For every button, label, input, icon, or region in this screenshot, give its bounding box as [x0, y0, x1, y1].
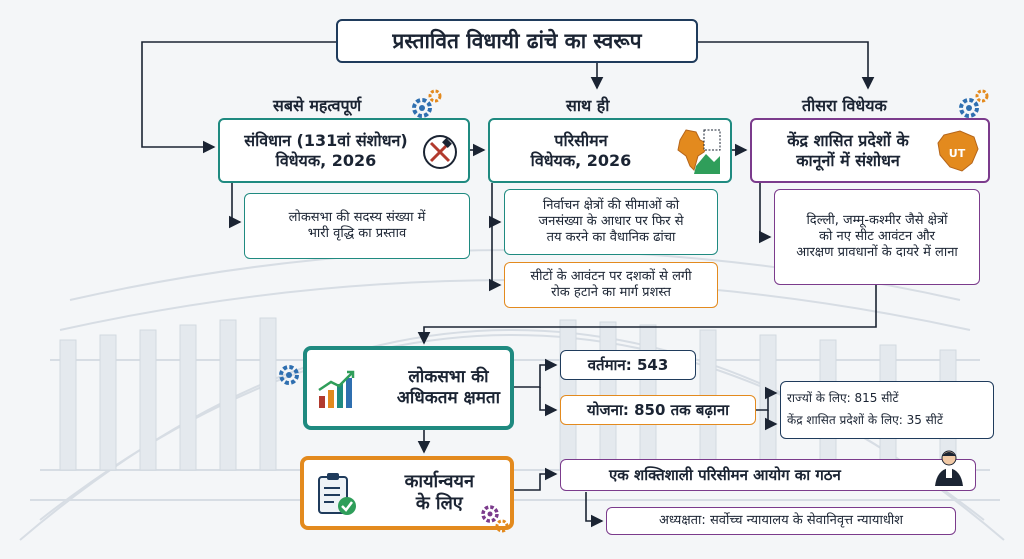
delimitation-commission-box	[560, 459, 976, 491]
middle-detail-line1: निर्वाचन क्षेत्रों की सीमाओं को	[542, 197, 680, 213]
ut-amendment-line2: कानूनों में संशोधन	[796, 150, 900, 170]
ut-seat-allocation-box	[774, 189, 980, 285]
ut-seats-text: केंद्र शासित प्रदेशों के लिए: 35 सीटें	[787, 413, 943, 427]
checklist-icon	[316, 472, 358, 518]
diagram-title-text: प्रस्तावित विधायी ढांचे का स्वरूप	[392, 28, 642, 53]
seat-freeze-removal-box	[504, 262, 718, 308]
right-detail-line1: दिल्ली, जम्मू-कश्मीर जैसे क्षेत्रों	[806, 212, 948, 228]
constitution-bill-line2: विधेयक, 2026	[275, 150, 377, 170]
seat-split-box	[780, 381, 994, 439]
planned-seats-box	[560, 395, 756, 425]
current-seats-text: वर्तमान: 543	[587, 355, 669, 374]
union-territories-amendment-box	[750, 118, 990, 183]
commission-text: एक शक्तिशाली परिसीमन आयोग का गठन	[609, 465, 841, 484]
gear-icon	[478, 502, 510, 534]
diagram-title	[336, 19, 698, 63]
middle-detail-line2: जनसंख्या के आधार पर फिर से	[538, 213, 684, 229]
middle-detail2-line2: रोक हटाने का मार्ग प्रशस्त	[551, 285, 671, 300]
capacity-heading-line1: लोकसभा की	[408, 366, 489, 387]
capacity-heading-line2: अधिकतम क्षमता	[396, 388, 500, 408]
delimitation-bill-line1: परिसीमन	[554, 130, 608, 150]
delimitation-bill-box	[488, 118, 732, 183]
column-label-most-important: सबसे महत्वपूर्ण	[273, 96, 362, 115]
implementation-heading-line2: के लिए	[415, 493, 463, 514]
lok-sabha-increase-proposal-box	[244, 193, 470, 259]
ut-badge: UT	[948, 147, 966, 160]
ut-amendment-line1: केंद्र शासित प्रदेशों के	[787, 130, 909, 150]
commission-chair-box	[606, 507, 956, 535]
current-seats-box	[560, 350, 696, 380]
india-map-icon	[666, 126, 722, 178]
judge-icon	[931, 448, 967, 488]
left-detail-line1: लोकसभा की सदस्य संख्या में	[288, 209, 426, 225]
gear-icon	[955, 88, 989, 122]
right-detail-line3: आरक्षण प्रावधानों के दायरे में लाना	[796, 245, 958, 261]
middle-detail2-line1: सीटों के आवंटन पर दशकों से लगी	[530, 268, 692, 284]
implementation-heading-line1: कार्यान्वयन	[404, 470, 474, 492]
planned-seats-text: योजना: 850 तक बढ़ाना	[586, 400, 730, 419]
gear-icon	[408, 88, 442, 122]
gear-icon	[276, 362, 302, 388]
states-seats-text: राज्यों के लिए: 815 सीटें	[787, 391, 899, 406]
right-detail-line2: को नए सीट आवंटन और	[819, 228, 935, 244]
constitution-bill-line1: संविधान (131वां संशोधन)	[244, 130, 408, 150]
chair-text: अध्यक्षता: सर्वोच्च न्यायालय के सेवानिवृत्त न्यायाधीश	[658, 512, 904, 528]
constitution-amendment-bill-box	[218, 118, 470, 183]
constituency-boundary-framework-box	[504, 189, 718, 255]
tools-icon	[422, 134, 458, 170]
lok-sabha-max-capacity-box	[303, 346, 514, 430]
middle-detail-line3: तय करने का वैधानिक ढांचा	[546, 230, 676, 246]
column-label-also: साथ ही	[566, 96, 610, 115]
column-label-third-bill: तीसरा विधेयक	[802, 96, 887, 115]
left-detail-line2: भारी वृद्धि का प्रस्ताव	[307, 226, 407, 241]
bar-chart-icon	[315, 368, 359, 412]
ut-map-icon	[934, 129, 982, 175]
delimitation-bill-line2: विधेयक, 2026	[530, 150, 632, 170]
